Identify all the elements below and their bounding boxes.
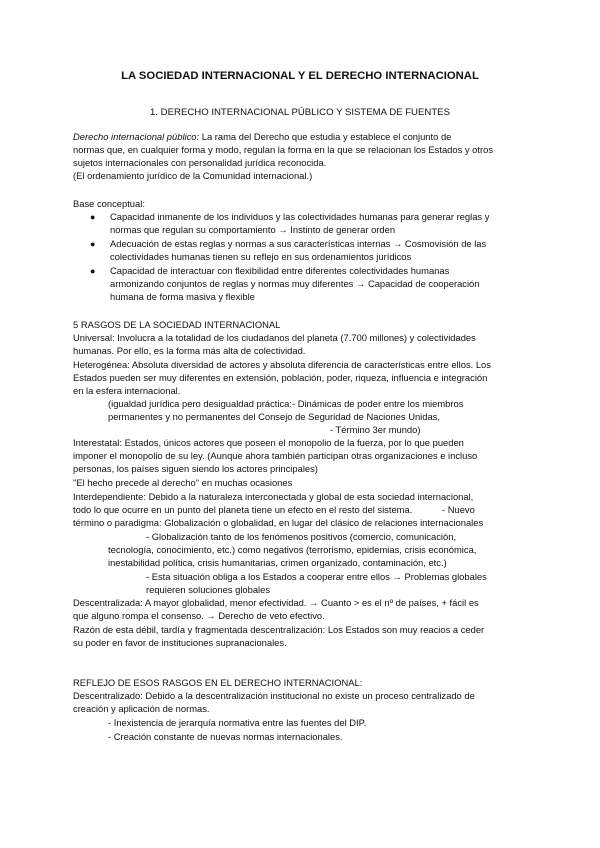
- interestatal-line-4: "El hecho precede al derecho" en muchas ocasiones: [73, 477, 293, 488]
- reflejo-line-2: creación y aplicación de normas.: [73, 703, 210, 714]
- interdependiente-line-5: tecnología, conocimiento, etc.) como negativos (terrorismo, epidemias, crisis económica,: [108, 544, 477, 555]
- bullet-3-line-3: humana de forma masiva y flexible: [110, 291, 255, 302]
- section-heading-1: 1. DERECHO INTERNACIONAL PÚBLICO Y SISTEMA DE FUENTES: [150, 107, 450, 118]
- interdependiente-line-2b: - Nuevo: [442, 504, 475, 515]
- interdependiente-line-8: requieren soluciones globales: [146, 584, 271, 595]
- heterogenea-line-5: permanentes y no permanentes del Consejo de Seguridad de Naciones Unidas,: [108, 411, 440, 422]
- razon-line-1: Razón de esta débil, tardía y fragmentada descentralización: Los Estados son muy reacios a ceder: [73, 624, 485, 635]
- reflejo-heading: REFLEJO DE ESOS RASGOS EN EL DERECHO INTERNACIONAL:: [73, 677, 363, 688]
- bullet-1-line-2: normas que regulan su comportamiento → Instinto de generar orden: [110, 224, 396, 235]
- interdependiente-line-7: - Esta situación obliga a los Estados a cooperar entre ellos → Problemas globales: [146, 571, 487, 582]
- definition-line-4: (El ordenamiento jurídico de la Comunidad internacional.): [73, 170, 313, 181]
- rasgos-heading: 5 RASGOS DE LA SOCIEDAD INTERNACIONAL: [73, 319, 281, 330]
- interestatal-line-3: personas, los países siguen siendo los actores principales): [73, 463, 318, 474]
- bullet-2-line-1: Adecuación de estas reglas y normas a sus características internas → Cosmovisión de las: [110, 238, 487, 249]
- definition-line-3: sujetos internacionales con personalidad jurídica reconocida.: [73, 157, 327, 168]
- reflejo-line-1: Descentralizado: Debido a la descentralización institucional no existe un proceso centralizado de: [73, 690, 475, 701]
- document-title: LA SOCIEDAD INTERNACIONAL Y EL DERECHO INTERNACIONAL: [121, 70, 479, 82]
- interdependiente-line-4: - Globalización tanto de los fenómenos positivos (comercio, comunicación,: [146, 531, 457, 542]
- definition-line-2: normas que, en cualquier forma y modo, regulan la forma en la que se relacionan los Estados y otros: [73, 144, 494, 155]
- heterogenea-line-6: - Término 3er mundo): [330, 424, 421, 435]
- bullet-3-line-1: Capacidad de interactuar con flexibilidad entre diferentes colectividades humanas: [110, 265, 450, 276]
- bullet-icon: ●: [90, 212, 96, 222]
- razon-line-2: su poder en favor de instituciones supranacionales.: [73, 637, 287, 648]
- heterogenea-line-3: en la esfera internacional.: [73, 385, 181, 396]
- reflejo-line-3: - Inexistencia de jerarquía normativa entre las fuentes del DIP.: [108, 717, 367, 728]
- universal-line-2: humanas. Por ello, es la forma más alta de colectividad.: [73, 345, 306, 356]
- bullet-3-line-2: armonizando conjuntos de reglas y normas muy diferentes → Capacidad de cooperación: [110, 278, 480, 289]
- interestatal-line-1: Interestatal: Estados, únicos actores que poseen el monopolio de la fuerza, por lo que pueden: [73, 437, 464, 448]
- interestatal-line-2: imponer el monopolio de su ley. (Aunque ahora también participan otras organizaciones e incluso: [73, 450, 478, 461]
- bullet-icon: ●: [90, 239, 96, 249]
- base-conceptual-label: Base conceptual:: [73, 198, 145, 209]
- bullet-1-line-1: Capacidad inmanente de los individuos y las colectividades humanas para generar reglas y: [110, 211, 490, 222]
- definition-text: La rama del Derecho que estudia y establece el conjunto de: [199, 131, 452, 142]
- bullet-2-line-2: colectividades humanas tienen su reflejo en sus ordenamientos jurídicos: [110, 251, 412, 262]
- interdependiente-line-1: Interdependiente: Debido a la naturaleza interconectada y global de esta sociedad internacional,: [73, 491, 474, 502]
- reflejo-line-4: - Creación constante de nuevas normas internacionales.: [108, 731, 343, 742]
- bullet-icon: ●: [90, 266, 96, 276]
- heterogenea-line-2: Estados pueden ser muy diferentes en extensión, población, poder, riqueza, influencia e integración: [73, 372, 488, 383]
- definition-term: Derecho internacional público:: [73, 131, 200, 142]
- interdependiente-line-6: inestabilidad política, crisis humanitarias, crimen organizado, contaminación, etc.): [108, 557, 447, 568]
- descentralizada-line-1: Descentralizada: A mayor globalidad, menor efectividad. → Cuanto > es el nº de países, + fácil es: [73, 597, 479, 608]
- definition-line-1: [73, 131, 451, 143]
- heterogenea-line-1: Heterogénea: Absoluta diversidad de actores y absoluta diferencia de características entre ellos. Los: [73, 359, 491, 370]
- universal-line-1: Universal: Involucra a la totalidad de los ciudadanos del planeta (7.700 millones) y colectividades: [73, 332, 476, 343]
- descentralizada-line-2: que alguno rompa el consenso. → Derecho de veto efectivo.: [73, 610, 325, 621]
- heterogenea-line-4: (igualdad jurídica pero desigualdad práctica:- Dinámicas de poder entre los miembros: [108, 398, 464, 409]
- interdependiente-line-2: todo lo que ocurre en un punto del planeta tiene un efecto en el resto del sistema.: [73, 504, 413, 515]
- interdependiente-line-3: término o paradigma: Globalización o globalidad, en lugar del clásico de relaciones internacionales: [73, 517, 484, 528]
